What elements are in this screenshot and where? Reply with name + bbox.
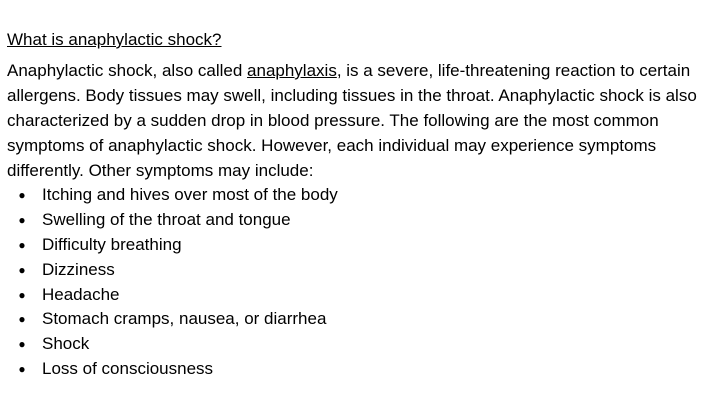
symptom-text: Stomach cramps, nausea, or diarrhea [42, 309, 327, 329]
symptom-text: Difficulty breathing [42, 234, 182, 254]
paragraph-text-end: , is a severe, life-threatening reaction to certain allergens. Body tissues may swell, including tissues in the throat. Anaphylactic shock is also characterized by a sudden drop in blood pressure. The following are the most common symptoms of anaphylactic shock. However, each individual may experience symptoms differently. Other symptoms may include: [7, 61, 697, 180]
intro-paragraph [7, 58, 707, 183]
symptom-text: Swelling of the throat and tongue [42, 209, 291, 229]
symptom-text: Headache [42, 284, 120, 304]
list-item [7, 258, 707, 283]
list-item [7, 183, 707, 208]
symptom-text: Loss of consciousness [42, 359, 214, 379]
symptom-text: Itching and hives over most of the body [42, 185, 338, 204]
symptom-list [7, 183, 707, 382]
bullet-icon: ● [18, 212, 26, 227]
bullet-icon: ● [18, 312, 26, 327]
list-item [7, 208, 707, 233]
bullet-icon: ● [18, 188, 26, 202]
paragraph-text-start: Anaphylactic shock, also called [7, 61, 248, 80]
symptom-text: Shock [42, 334, 90, 354]
page-title: What is anaphylactic shock? [7, 30, 222, 49]
bullet-icon: ● [18, 262, 26, 277]
list-item [7, 307, 707, 332]
bullet-icon: ● [18, 337, 26, 352]
bullet-icon: ● [18, 362, 26, 377]
bullet-icon: ● [18, 237, 26, 252]
list-item [7, 332, 707, 357]
symptom-text: Dizziness [42, 259, 115, 279]
document-body [7, 27, 707, 382]
list-item [7, 357, 707, 382]
anaphylaxis-link[interactable]: anaphylaxis [247, 61, 337, 80]
list-item [7, 233, 707, 258]
bullet-icon: ● [18, 287, 26, 302]
list-item [7, 283, 707, 308]
